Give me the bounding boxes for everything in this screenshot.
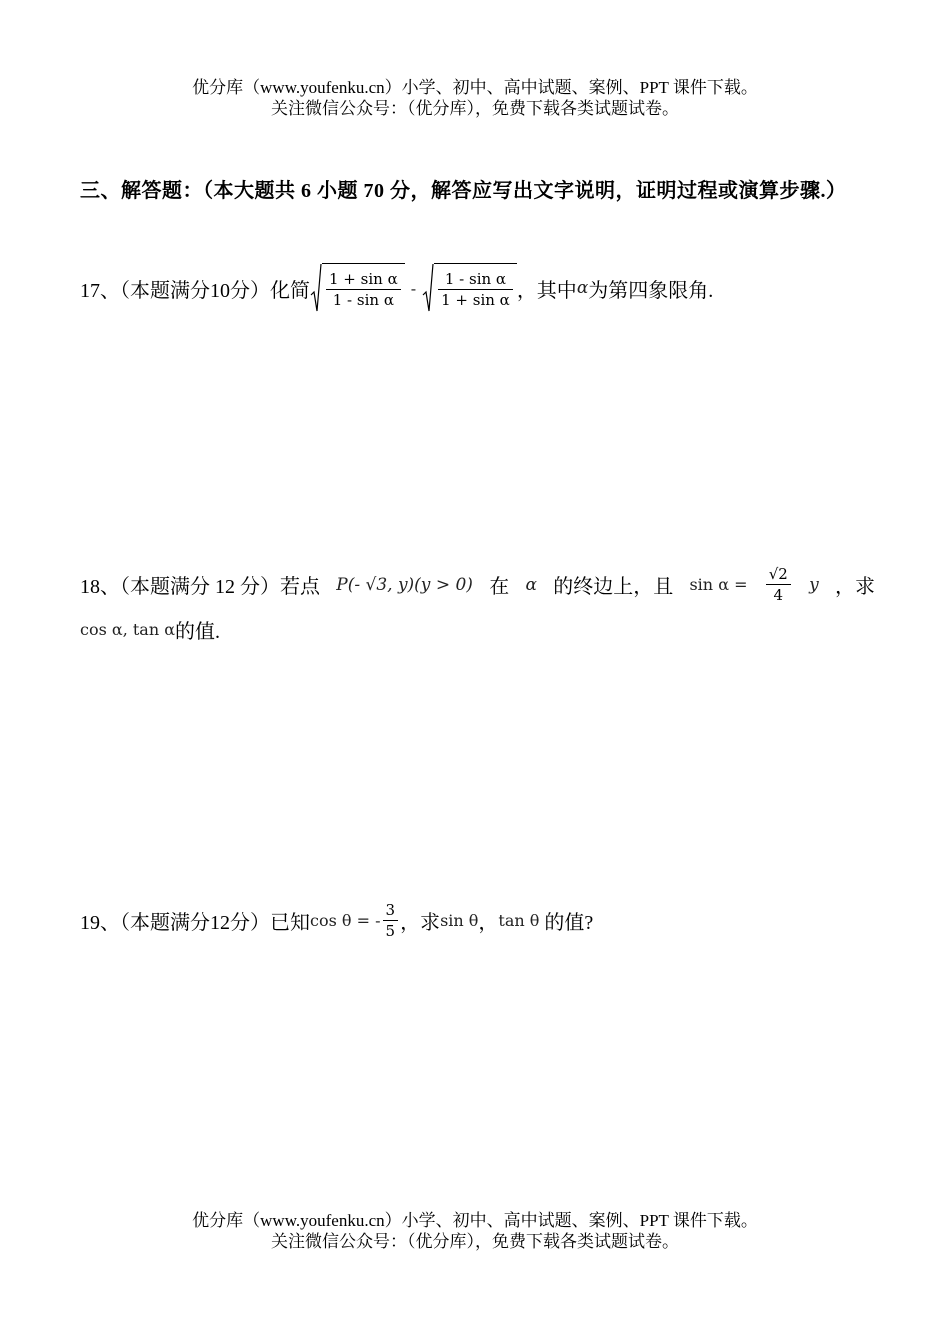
q17-denominator-2: 1 + sin α <box>441 290 510 309</box>
q19-prefix: 19、（本题满分12分）已知 <box>80 911 310 934</box>
q17-numerator-1: 1 + sin α <box>329 269 398 288</box>
q18-fraction <box>766 564 791 605</box>
question-19 <box>80 890 593 950</box>
q18-line2-expr: cos α, tan α <box>80 619 176 639</box>
q18-mid: 的终边上，且 <box>553 576 674 598</box>
section-title: 三、解答题：（本大题共 6 小题 70 分，解答应写出文字说明，证明过程或演算步骤.） <box>80 180 847 202</box>
q17-radical-1 <box>310 263 405 313</box>
q19-sep: ， <box>478 911 499 934</box>
q17-minus: - <box>410 278 417 298</box>
q17-prefix: 17、（本题满分10分）化简 <box>80 279 310 302</box>
q17-radical-2 <box>422 263 517 313</box>
q19-denominator: 5 <box>385 921 396 940</box>
q18-sqrt2: √2 <box>768 565 788 583</box>
question-17 <box>80 262 713 314</box>
q18-point: P(- √3, y)(y > 0) <box>336 574 473 595</box>
q19-mid: ，求 <box>400 911 441 934</box>
q18-tail: ，求 <box>835 576 875 598</box>
q18-after-point: 在 <box>489 576 510 598</box>
page-footer <box>0 1210 950 1252</box>
q18-y: y <box>809 574 819 595</box>
q18-four: 4 <box>773 586 784 604</box>
q18-sin-expr: sin α = <box>689 575 748 594</box>
question-18 <box>80 562 875 652</box>
q18-line2-text: 的值. <box>175 620 221 643</box>
q17-numerator-2: 1 - sin α <box>444 269 507 288</box>
page-header <box>0 77 950 119</box>
q17-suffix-a: ，其中 <box>516 279 577 302</box>
q19-cos-expr: cos θ = - <box>310 910 381 930</box>
footer-line-2: 关注微信公众号：（优分库），免费下载各类试题试卷。 <box>271 1232 679 1251</box>
q18-alpha: α <box>525 574 537 595</box>
q17-suffix-b: 为第四象限角. <box>588 279 714 302</box>
q18-prefix: 18、（本题满分 12 分）若点 <box>80 576 320 598</box>
header-line-2: 关注微信公众号：（优分库），免费下载各类试题试卷。 <box>271 99 679 118</box>
q17-denominator-1: 1 - sin α <box>332 290 394 309</box>
q19-tan-expr: tan θ <box>498 910 540 930</box>
q19-numerator: 3 <box>385 900 396 919</box>
q19-fraction <box>383 900 399 941</box>
q19-tail: 的值? <box>539 911 594 934</box>
header-line-1: 优分库（www.youfenku.cn）小学、初中、高中试题、案例、PPT 课件下载。 <box>192 78 758 97</box>
footer-line-1: 优分库（www.youfenku.cn）小学、初中、高中试题、案例、PPT 课件下载。 <box>192 1211 758 1230</box>
q17-alpha: α <box>576 278 589 298</box>
q19-sin-expr: sin θ <box>440 910 479 930</box>
